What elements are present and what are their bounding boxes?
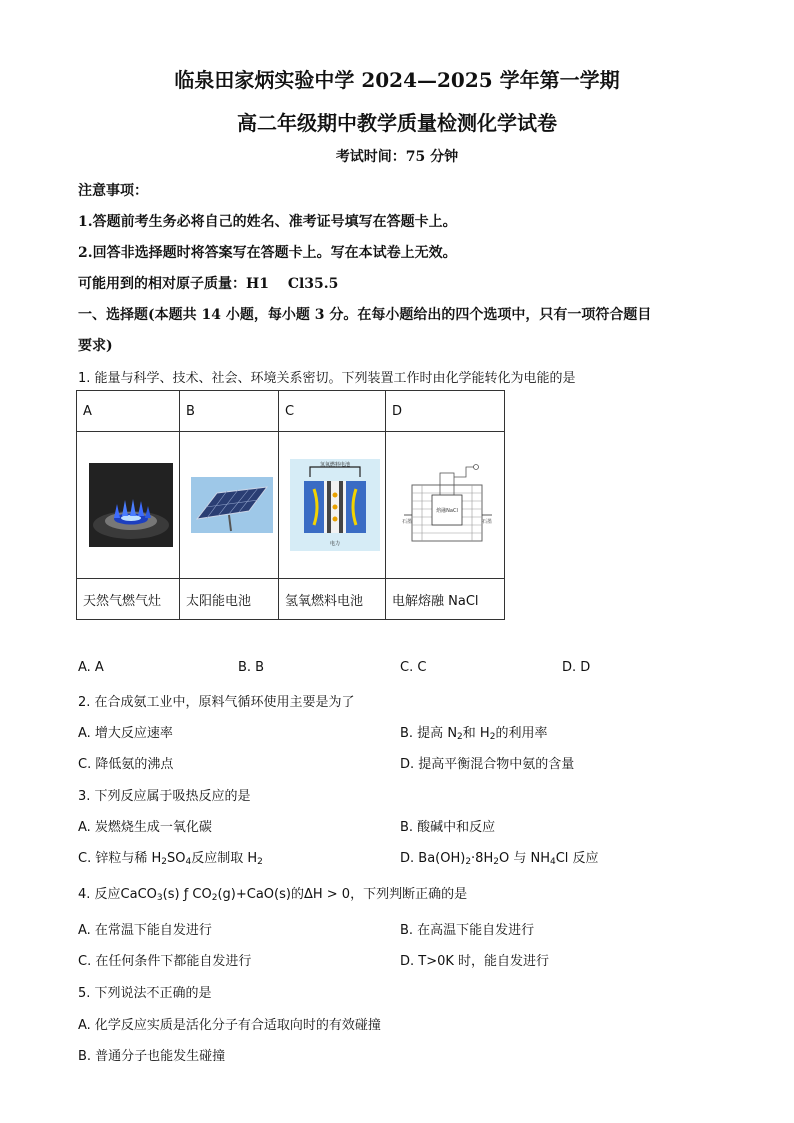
q1-col-d-letter: D <box>386 391 505 432</box>
q1-col-d-label: 电解熔融 NaCl <box>386 579 505 620</box>
fuel-cell-image <box>290 459 380 551</box>
q4-option-c: C. 在任何条件下都能自发进行 <box>78 954 252 969</box>
notice-item-1: 1.答题前考生务必将自己的姓名、准考证号填写在答题卡上。 <box>78 214 457 230</box>
q1-col-a-label: 天然气燃气灶 <box>77 579 180 620</box>
q1-col-b-image-cell <box>180 432 279 579</box>
q1-col-c-letter: C <box>279 391 386 432</box>
q3-stem: 3. 下列反应属于吸热反应的是 <box>78 789 251 804</box>
q1-col-c-image-cell <box>279 432 386 579</box>
exam-title-line2: 高二年级期中教学质量检测化学试卷 <box>237 111 557 135</box>
q1-col-d-image-cell <box>386 432 505 579</box>
q4-option-a: A. 在常温下能自发进行 <box>78 923 212 938</box>
q1-col-a-image-cell <box>77 432 180 579</box>
q1-option-a: A. A <box>78 660 104 675</box>
electrolysis-center-label: 熔融NaCl <box>436 508 458 514</box>
q1-option-b: B. B <box>238 660 265 675</box>
q3-option-b: B. 酸碱中和反应 <box>400 820 496 835</box>
electrolysis-right-label: 石墨 <box>482 519 493 525</box>
q1-option-d: D. D <box>562 660 591 675</box>
q3-option-c: C. 锌粒与稀 $H_2SO_4$反应制取 $H_2$ <box>78 851 263 867</box>
electrolysis-left-label: 石墨 <box>402 519 413 525</box>
notice-heading: 注意事项： <box>78 183 148 199</box>
notice-item-2: 2.回答非选择题时将答案写在答题卡上。写在本试卷上无效。 <box>78 245 457 261</box>
q4-option-d: D. T>0K 时，能自发进行 <box>400 954 550 969</box>
q2-option-a: A. 增大反应速率 <box>78 726 173 741</box>
fuel-cell-bottom-label: 电力 <box>329 541 341 547</box>
q4-option-b: B. 在高温下能自发进行 <box>400 923 535 938</box>
q2-option-c: C. 降低氨的沸点 <box>78 757 174 772</box>
q2-option-d: D. 提高平衡混合物中氨的含量 <box>400 757 575 772</box>
q1-col-c-label: 氢氧燃料电池 <box>279 579 386 620</box>
electrolysis-image <box>400 459 496 551</box>
q3-option-d: D. $Ba(OH)_2\cdot 8H_2O$ 与 $NH_4Cl$ 反应 <box>400 851 599 867</box>
q3-option-a: A. 炭燃烧生成一氧化碳 <box>78 820 212 835</box>
q2-stem: 2. 在合成氨工业中，原料气循环使用主要是为了 <box>78 695 355 710</box>
q1-option-c: C. C <box>400 660 427 675</box>
fuel-cell-top-label: 氢氧燃料电池 <box>319 462 351 468</box>
exam-title-line1: 临泉田家炳实验中学 2024—2025 学年第一学期 <box>174 68 620 92</box>
q1-stem: 1. 能量与科学、技术、社会、环境关系密切。下列装置工作时由化学能转化为电能的是 <box>78 371 576 386</box>
q5-option-b: B. 普通分子也能发生碰撞 <box>78 1049 226 1064</box>
q5-option-a: A. 化学反应实质是活化分子有合适取向时的有效碰撞 <box>78 1018 381 1033</box>
gas-stove-image <box>89 463 173 547</box>
reversible-arrow-icon: ƒ <box>179 887 193 902</box>
q1-col-a-letter: A <box>77 391 180 432</box>
solar-panel-image <box>191 477 273 533</box>
q2-option-b: B. 提高 $N_2$和 $H_2$的利用率 <box>400 726 548 742</box>
section-heading-line1: 一、选择题(本题共 14 小题，每小题 3 分。在每小题给出的四个选项中，只有一项符合题目 <box>78 307 652 323</box>
q4-stem: 4. 反应CaCO$_3$(s) ƒ $CO_2(g)+CaO(s)$的ΔH > 0，下列判断正确的是 <box>78 887 468 903</box>
section-heading-line2: 要求) <box>78 338 113 354</box>
q5-stem: 5. 下列说法不正确的是 <box>78 986 212 1001</box>
atomic-mass-line: 可能用到的相对原子质量：H1 Cl35.5 <box>78 276 339 292</box>
exam-time: 考试时间：75 分钟 <box>335 149 459 165</box>
q4-equation: CaCO$_3$(s) ƒ $CO_2(g)+CaO(s)$ <box>120 887 291 903</box>
q1-table <box>76 390 505 620</box>
q1-col-b-label: 太阳能电池 <box>180 579 279 620</box>
q1-col-b-letter: B <box>180 391 279 432</box>
